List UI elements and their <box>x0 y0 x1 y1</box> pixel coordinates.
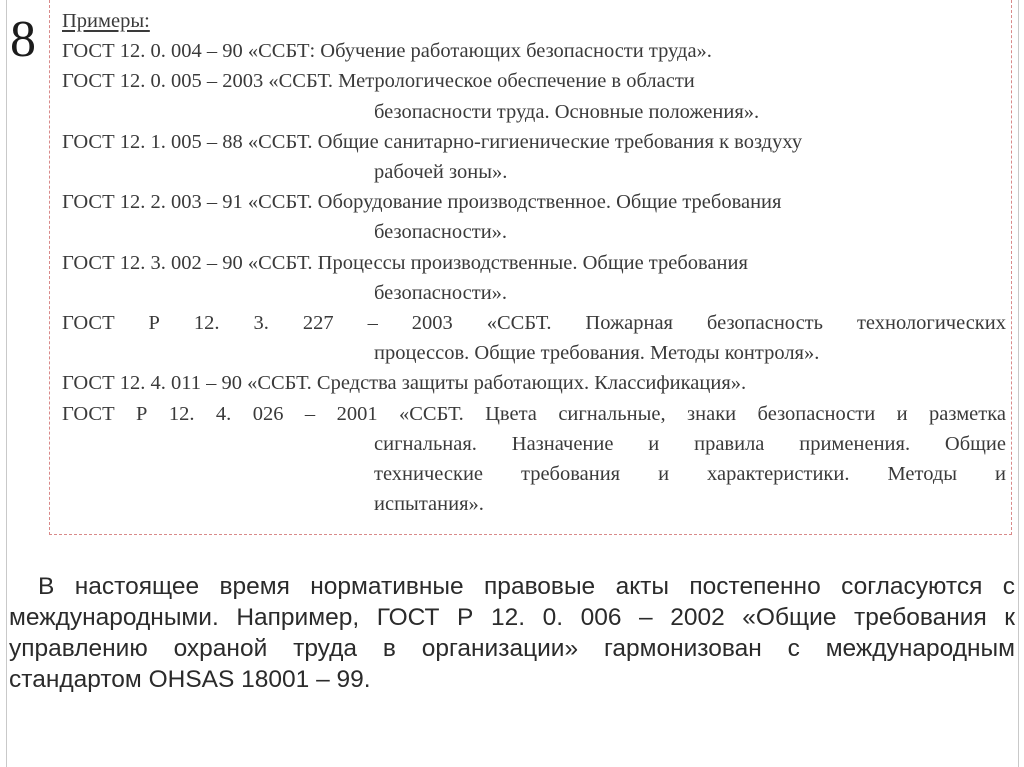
standard-continuation-line: безопасности». <box>374 221 508 244</box>
standard-title-line: ГОСТ Р 12. 3. 227 – 2003 «ССБТ. Пожарная безопасность технологических <box>62 312 1006 335</box>
standard-item <box>62 308 1006 368</box>
standard-item <box>62 368 1006 398</box>
main-paragraph: В настоящее время нормативные правовые акты постепенно согласуются с международными. Например, ГОСТ Р 12. 0. 006 – 2002 «Общие требования к управлению охраной труда в организации» гармонизован с международным стандартом OHSAS 18001 – 99. <box>9 573 1015 693</box>
standard-continuation-line: сигнальная. Назначение и правила применения. Общие <box>374 432 1006 455</box>
standard-title-line: ГОСТ 12. 0. 005 – 2003 «ССБТ. Метрологическое обеспечение в области <box>62 70 695 93</box>
slide-number: 8 <box>10 11 36 68</box>
standards-list <box>62 36 1006 519</box>
slide-right-edge <box>1018 0 1019 767</box>
standard-title-line: ГОСТ 12. 2. 003 – 91 «ССБТ. Оборудование производственное. Общие требования <box>62 191 782 214</box>
standard-item <box>62 127 1006 187</box>
examples-block <box>62 6 1006 519</box>
standard-item <box>62 399 1006 520</box>
standard-continuation-line: процессов. Общие требования. Методы контроля». <box>374 342 820 365</box>
standard-item <box>62 36 1006 66</box>
standard-title-line: ГОСТ 12. 4. 011 – 90 «ССБТ. Средства защиты работающих. Классификация». <box>62 372 747 395</box>
standard-item <box>62 187 1006 247</box>
slide-left-edge <box>6 0 7 767</box>
examples-heading: Примеры: <box>62 10 150 32</box>
standard-continuation-line: безопасности». <box>374 281 508 304</box>
standard-title-line: ГОСТ Р 12. 4. 026 – 2001 «ССБТ. Цвета сигнальные, знаки безопасности и разметка <box>62 402 1006 425</box>
standard-continuation-line: испытания». <box>374 493 484 516</box>
standard-continuation-line: безопасности труда. Основные положения». <box>374 100 760 123</box>
standard-item <box>62 248 1006 308</box>
standard-continuation-line: технические требования и характеристики. Методы и <box>374 463 1006 486</box>
standard-title-line: ГОСТ 12. 1. 005 – 88 «ССБТ. Общие санитарно-гигиенические требования к воздуху <box>62 130 803 153</box>
standard-title-line: ГОСТ 12. 3. 002 – 90 «ССБТ. Процессы производственные. Общие требования <box>62 251 748 274</box>
standard-continuation-line: рабочей зоны». <box>374 161 508 184</box>
standard-title-line: ГОСТ 12. 0. 004 – 90 «ССБТ: Обучение работающих безопасности труда». <box>62 40 712 63</box>
standard-item <box>62 66 1006 126</box>
